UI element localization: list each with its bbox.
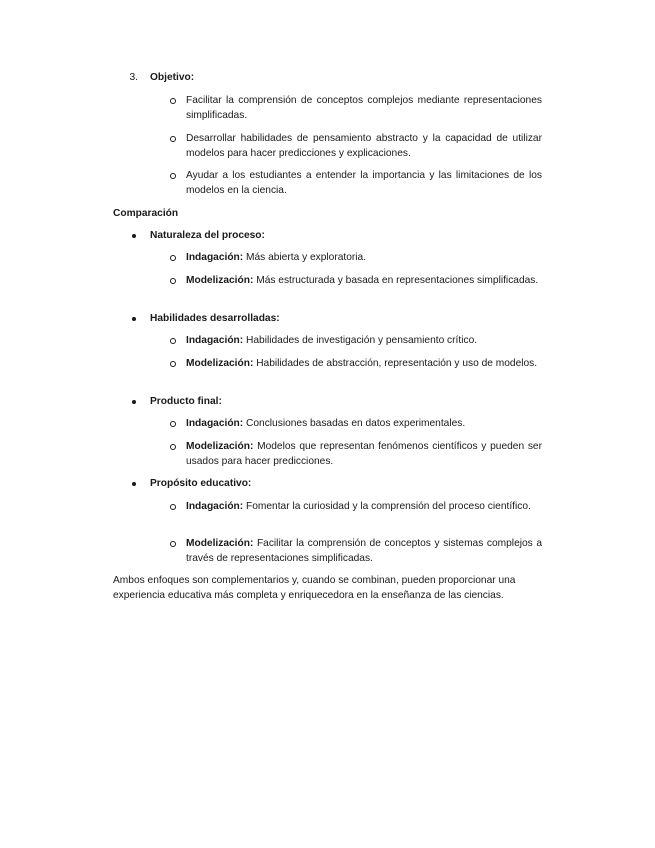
circle-bullet-icon: [170, 173, 176, 179]
section-title: Habilidades desarrolladas:: [150, 313, 280, 324]
section-title: Naturaleza del proceso:: [150, 230, 265, 241]
list-number: 3.: [129, 72, 138, 83]
circle-bullet-icon: [170, 504, 176, 510]
circle-bullet-icon: [170, 361, 176, 367]
bullet-icon: [132, 317, 136, 321]
circle-bullet-icon: [170, 98, 176, 104]
circle-bullet-icon: [170, 541, 176, 547]
bullet-icon: [132, 482, 136, 486]
circle-bullet-icon: [170, 421, 176, 427]
circle-bullet-icon: [170, 255, 176, 261]
comparison-item: Modelización: Modelos que representan fenómenos científicos y pueden ser usados para hacer predicciones.: [186, 441, 542, 467]
circle-bullet-icon: [170, 338, 176, 344]
objective-item: Facilitar la comprensión de conceptos complejos mediante representaciones simplificadas.: [186, 95, 542, 121]
comparison-item: Modelización: Más estructurada y basada en representaciones simplificadas.: [186, 275, 539, 286]
circle-bullet-icon: [170, 136, 176, 142]
conclusion-paragraph: Ambos enfoques son complementarios y, cuando se combinan, pueden proporcionar una experiencia educativa más completa y enriquecedora en la enseñanza de las ciencias.: [113, 575, 516, 601]
comparison-heading: Comparación: [113, 208, 179, 219]
bullet-icon: [132, 400, 136, 404]
objective-title: Objetivo:: [150, 72, 195, 83]
circle-bullet-icon: [170, 444, 176, 450]
objective-item: Desarrollar habilidades de pensamiento abstracto y la capacidad de utilizar modelos para hacer predicciones y explicaciones.: [186, 133, 542, 159]
comparison-item: Indagación: Más abierta y exploratoria.: [186, 252, 367, 263]
comparison-item: Indagación: Conclusiones basadas en datos experimentales.: [186, 418, 466, 429]
bullet-icon: [132, 234, 136, 238]
comparison-item: Indagación: Fomentar la curiosidad y la comprensión del proceso científico.: [186, 501, 531, 512]
objective-item: Ayudar a los estudiantes a entender la importancia y las limitaciones de los modelos en la ciencia.: [186, 170, 542, 196]
comparison-item: Indagación: Habilidades de investigación y pensamiento crítico.: [186, 335, 478, 346]
section-title: Propósito educativo:: [150, 478, 252, 489]
comparison-item: Modelización: Facilitar la comprensión de conceptos y sistemas complejos a través de representaciones simplificadas.: [186, 538, 542, 564]
circle-bullet-icon: [170, 278, 176, 284]
comparison-item: Modelización: Habilidades de abstracción, representación y uso de modelos.: [186, 358, 538, 369]
section-title: Producto final:: [150, 396, 222, 407]
